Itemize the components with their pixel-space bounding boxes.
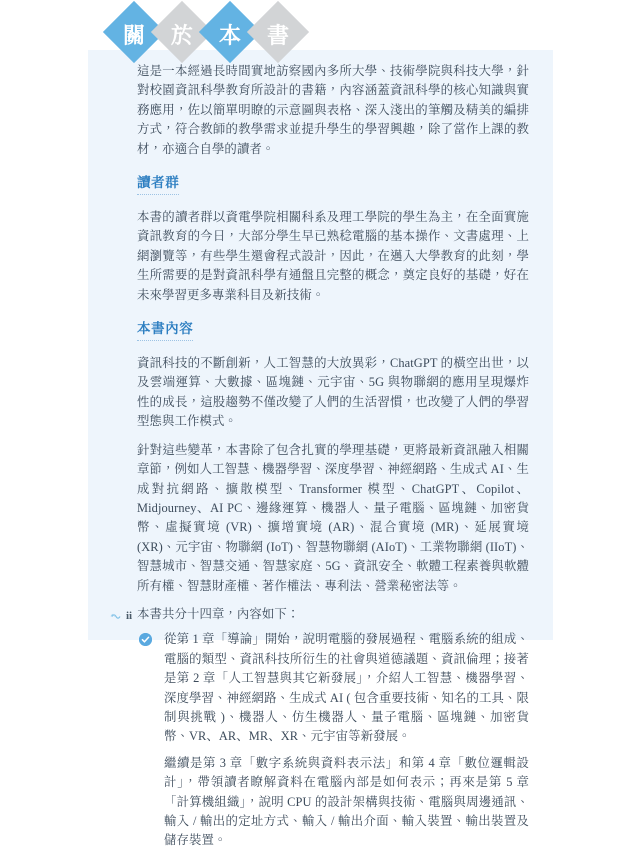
page-footer [110, 610, 132, 623]
section-heading-contents: 本書內容 [137, 320, 193, 341]
title-char-4: 書 [266, 23, 289, 48]
section-contents [137, 314, 529, 348]
section-heading-readers: 讀者群 [137, 174, 179, 195]
page-title-banner [112, 2, 362, 64]
bullet-paragraph-2: 繼續是第 3 章「數字系統與資料表示法」和第 4 章「數位邏輯設計」，帶領讀者瞭解資料在電腦內部是如何表示；再來是第 5 章「計算機組織」，說明 CPU 的設計架構與技術、電腦與周邊通訊、輸入 / 輸出的定址方式、輸入 / 輸出介面、輸入裝置、輸出裝置及儲存裝置。 [164, 755, 529, 848]
readers-paragraph: 本書的讀者群以資電學院相關科系及理工學院的學生為主，在全面實施資訊教育的今日，大部分學生早已熟稔電腦的基本操作、文書處理、上網瀏覽等，有些學生還會程式設計，因此，在邁入大學教育的此刻，學生所需要的是對資訊科學有通盤且完整的概念，奠定良好的基礎，好在未來學習更多專業科目及新技術。 [137, 210, 529, 302]
bullet-paragraph-1: 從第 1 章「導論」開始，說明電腦的發展過程、電腦系統的組成、電腦的類型、資訊科技所衍生的社會與道德議題、資訊倫理；接著是第 2 章「人工智慧與其它新發展」，介紹人工智慧、機器學習、深度學習、神經網路、生成式 AI ( 包含重要技術、知名的工具、限制與挑戰 )、機器人、仿生機器人、量子電腦、區塊鏈、加密貨幣、VR、AR、MR、XR、元宇宙等新發展。 [164, 632, 529, 744]
title-diamond-4 [247, 1, 309, 63]
contents-paragraph-1: 資訊科技的不斷創新，人工智慧的大放異彩，ChatGPT 的橫空出世，以及雲端運算、大數據、區塊鏈、元宇宙、5G 與物聯網的應用呈現爆炸性的成長，這股趨勢不僅改變了人們的生活習慣，也改變了人們的學習型態與工作模式。 [137, 356, 529, 429]
title-char-1: 關 [122, 23, 145, 48]
intro-paragraph: 這是一本經過長時間實地訪察國內多所大學、技術學院與科技大學，針對校園資訊科學教育所設計的書籍，內容涵蓋資訊科學的核心知識與實務應用，佐以簡單明瞭的示意圖與表格、深入淺出的筆觸及精美的編排方式，符合教師的教學需求並提升學生的學習興趣，除了當作上課的教材，亦適合自學的讀者。 [137, 64, 529, 156]
title-char-2: 於 [170, 23, 193, 48]
list-item [137, 630, 529, 850]
title-char-3: 本 [218, 23, 241, 48]
chapter-bullet-list [137, 630, 529, 850]
contents-paragraph-3: 本書共分十四章，內容如下： [137, 606, 300, 621]
document-body [137, 62, 529, 860]
section-readers [137, 168, 529, 202]
page-number: ii [126, 610, 133, 622]
diamond-wave-icon [110, 610, 123, 623]
contents-paragraph-2: 針對這些變革，本書除了包含扎實的學理基礎，更將最新資訊融入相關章節，例如人工智慧、機器學習、深度學習、神經網路、生成式 AI、生成對抗網路、擴散模型、Transformer 模型、ChatGPT、Copilot、Midjourney、AI PC、邊緣運算、機器人、量子電腦、區塊鏈、加密貨幣、虛擬實境 (VR)、擴增實境 (AR)、混合實境 (MR)、延展實境 (XR)、元宇宙、物聯網 (IoT)、智慧物聯網 (AIoT)、工業物聯網 (IIoT)、智慧城市、智慧交通、智慧家庭、5G、資訊安全、軟體工程素養與軟體所有權、智慧財產權、著作權法、專利法、營業秘密法等。 [137, 442, 529, 593]
